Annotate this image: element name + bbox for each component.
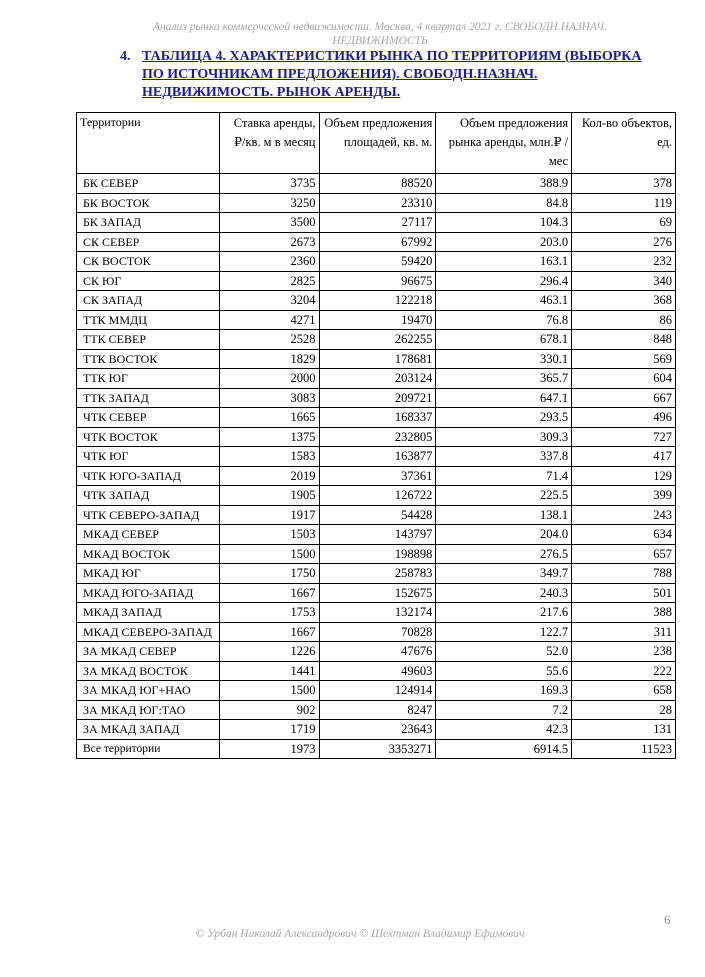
table-row [77,544,676,564]
cell-rate: 1665 [219,408,319,428]
cell-market-volume: 204.0 [436,525,572,545]
cell-territory: ЧТК ЮГ [77,447,220,467]
running-header-line-2: НЕДВИЖИМОСТЬ [332,35,428,47]
table-row [77,642,676,662]
cell-market-volume: 365.7 [436,369,572,389]
cell-objects-count: 131 [572,720,676,740]
total-area: 3353271 [319,739,436,759]
cell-area: 198898 [319,544,436,564]
cell-territory: ЧТК ЗАПАД [77,486,220,506]
cell-area: 19470 [319,310,436,330]
cell-territory: СК ВОСТОК [77,252,220,272]
table-row [77,505,676,525]
cell-area: 59420 [319,252,436,272]
table-row [77,310,676,330]
total-market-volume: 6914.5 [436,739,572,759]
cell-rate: 1719 [219,720,319,740]
cell-objects-count: 276 [572,232,676,252]
cell-market-volume: 276.5 [436,544,572,564]
cell-territory: БК ВОСТОК [77,193,220,213]
cell-territory: МКАД ЮГО-ЗАПАД [77,583,220,603]
column-header-area: Объем предложения площадей, кв. м. [319,113,436,174]
cell-objects-count: 340 [572,271,676,291]
cell-area: 258783 [319,564,436,584]
table-row [77,447,676,467]
cell-area: 209721 [319,388,436,408]
cell-territory: ЗА МКАД ЮГ+НАО [77,681,220,701]
cell-area: 23643 [319,720,436,740]
cell-area: 54428 [319,505,436,525]
cell-territory: ТТК СЕВЕР [77,330,220,350]
cell-territory: МКАД СЕВЕР [77,525,220,545]
cell-objects-count: 238 [572,642,676,662]
cell-territory: ЗА МКАД ЮГ:ТАО [77,700,220,720]
cell-rate: 1226 [219,642,319,662]
total-rate: 1973 [219,739,319,759]
cell-area: 70828 [319,622,436,642]
cell-objects-count: 658 [572,681,676,701]
cell-area: 8247 [319,700,436,720]
cell-rate: 1667 [219,583,319,603]
cell-rate: 1500 [219,681,319,701]
cell-market-volume: 203.0 [436,232,572,252]
cell-rate: 3500 [219,213,319,233]
cell-market-volume: 647.1 [436,388,572,408]
column-header-objects-count: Кол-во объектов, ед. [572,113,676,174]
cell-rate: 2825 [219,271,319,291]
page-number: 6 [664,912,671,927]
cell-territory: ЧТК СЕВЕР [77,408,220,428]
cell-area: 27117 [319,213,436,233]
cell-territory: БК ЗАПАД [77,213,220,233]
cell-area: 232805 [319,427,436,447]
table-row [77,193,676,213]
cell-market-volume: 678.1 [436,330,572,350]
table-body [77,174,676,740]
cell-rate: 2360 [219,252,319,272]
cell-objects-count: 501 [572,583,676,603]
table-row [77,330,676,350]
cell-objects-count: 657 [572,544,676,564]
cell-rate: 2673 [219,232,319,252]
table-row [77,622,676,642]
column-header-territory: Территории [77,113,220,174]
cell-market-volume: 163.1 [436,252,572,272]
market-table [76,112,676,759]
cell-rate: 1375 [219,427,319,447]
cell-market-volume: 463.1 [436,291,572,311]
table-row [77,466,676,486]
table-row [77,603,676,623]
cell-area: 67992 [319,232,436,252]
cell-market-volume: 52.0 [436,642,572,662]
cell-rate: 3204 [219,291,319,311]
table-row [77,525,676,545]
cell-rate: 4271 [219,310,319,330]
cell-territory: ЗА МКАД СЕВЕР [77,642,220,662]
cell-objects-count: 232 [572,252,676,272]
cell-objects-count: 311 [572,622,676,642]
cell-market-volume: 337.8 [436,447,572,467]
table-row [77,661,676,681]
cell-market-volume: 349.7 [436,564,572,584]
cell-rate: 1753 [219,603,319,623]
section-title-link[interactable]: ТАБЛИЦА 4. ХАРАКТЕРИСТИКИ РЫНКА ПО ТЕРРИТОРИЯМ (ВЫБОРКА ПО ИСТОЧНИКАМ ПРЕДЛОЖЕНИЯ). СВОБОДН.НАЗНАЧ. НЕДВИЖИМОСТЬ. РЫНОК АРЕНДЫ. [142,49,642,100]
table-row [77,486,676,506]
table-row [77,252,676,272]
cell-market-volume: 84.8 [436,193,572,213]
cell-objects-count: 604 [572,369,676,389]
cell-territory: МКАД СЕВЕРО-ЗАПАД [77,622,220,642]
cell-market-volume: 169.3 [436,681,572,701]
cell-territory: СК ЗАПАД [77,291,220,311]
cell-area: 178681 [319,349,436,369]
cell-rate: 3083 [219,388,319,408]
cell-market-volume: 293.5 [436,408,572,428]
cell-market-volume: 55.6 [436,661,572,681]
running-header-line-1: Анализ рынка коммерческой недвижимости. Москва, 4 квартал 2021 г. СВОБОДН.НАЗНАЧ. [153,21,607,33]
table-row [77,427,676,447]
cell-objects-count: 378 [572,174,676,194]
section-heading[interactable] [120,48,665,102]
cell-area: 143797 [319,525,436,545]
cell-territory: БК СЕВЕР [77,174,220,194]
column-header-market-volume: Объем предложения рынка аренды, млн.₽ /мес [436,113,572,174]
table-row [77,700,676,720]
table-row [77,291,676,311]
cell-territory: МКАД ЮГ [77,564,220,584]
cell-rate: 1667 [219,622,319,642]
table-row [77,408,676,428]
cell-territory: ТТК ЮГ [77,369,220,389]
cell-territory: ЗА МКАД ЗАПАД [77,720,220,740]
cell-objects-count: 69 [572,213,676,233]
cell-market-volume: 330.1 [436,349,572,369]
table-row [77,388,676,408]
cell-market-volume: 7.2 [436,700,572,720]
cell-objects-count: 243 [572,505,676,525]
cell-objects-count: 667 [572,388,676,408]
cell-area: 96675 [319,271,436,291]
cell-area: 23310 [319,193,436,213]
cell-area: 49603 [319,661,436,681]
cell-objects-count: 569 [572,349,676,369]
cell-area: 163877 [319,447,436,467]
cell-objects-count: 417 [572,447,676,467]
cell-objects-count: 634 [572,525,676,545]
cell-rate: 1503 [219,525,319,545]
cell-rate: 1917 [219,505,319,525]
cell-objects-count: 119 [572,193,676,213]
cell-area: 88520 [319,174,436,194]
cell-area: 122218 [319,291,436,311]
cell-market-volume: 217.6 [436,603,572,623]
table-row [77,583,676,603]
cell-objects-count: 399 [572,486,676,506]
table-row [77,720,676,740]
cell-market-volume: 138.1 [436,505,572,525]
cell-market-volume: 104.3 [436,213,572,233]
cell-market-volume: 122.7 [436,622,572,642]
cell-rate: 3250 [219,193,319,213]
cell-objects-count: 86 [572,310,676,330]
cell-objects-count: 368 [572,291,676,311]
cell-territory: ЧТК СЕВЕРО-ЗАПАД [77,505,220,525]
column-header-rate: Ставка аренды, ₽/кв. м в месяц [219,113,319,174]
total-territory: Все территории [77,739,220,759]
cell-rate: 2000 [219,369,319,389]
cell-objects-count: 496 [572,408,676,428]
cell-market-volume: 296.4 [436,271,572,291]
cell-rate: 2019 [219,466,319,486]
cell-territory: ТТК ЗАПАД [77,388,220,408]
table-row [77,232,676,252]
cell-market-volume: 388.9 [436,174,572,194]
cell-market-volume: 225.5 [436,486,572,506]
cell-rate: 902 [219,700,319,720]
cell-area: 47676 [319,642,436,662]
table-row [77,271,676,291]
cell-rate: 1583 [219,447,319,467]
running-header [100,20,660,48]
section-number: 4. [120,49,131,64]
table-row [77,349,676,369]
table-row [77,369,676,389]
footer-copyright: © Урбан Николай Александрович © Шехтман Владимир Ефимович [195,928,525,940]
cell-area: 124914 [319,681,436,701]
cell-rate: 3735 [219,174,319,194]
cell-area: 37361 [319,466,436,486]
cell-market-volume: 76.8 [436,310,572,330]
cell-area: 203124 [319,369,436,389]
cell-objects-count: 222 [572,661,676,681]
cell-rate: 1500 [219,544,319,564]
cell-territory: СК СЕВЕР [77,232,220,252]
table-header-row [77,113,676,174]
cell-market-volume: 309.3 [436,427,572,447]
cell-objects-count: 848 [572,330,676,350]
cell-area: 262255 [319,330,436,350]
table-row [77,564,676,584]
cell-rate: 2528 [219,330,319,350]
cell-rate: 1829 [219,349,319,369]
cell-market-volume: 71.4 [436,466,572,486]
table-row [77,174,676,194]
table-total-row [77,739,676,759]
cell-territory: МКАД ЗАПАД [77,603,220,623]
cell-market-volume: 240.3 [436,583,572,603]
table-row [77,213,676,233]
cell-rate: 1750 [219,564,319,584]
cell-territory: МКАД ВОСТОК [77,544,220,564]
cell-objects-count: 727 [572,427,676,447]
cell-market-volume: 42.3 [436,720,572,740]
cell-territory: ТТК ММДЦ [77,310,220,330]
cell-objects-count: 388 [572,603,676,623]
cell-area: 168337 [319,408,436,428]
table-row [77,681,676,701]
cell-territory: СК ЮГ [77,271,220,291]
cell-territory: ЗА МКАД ВОСТОК [77,661,220,681]
cell-area: 126722 [319,486,436,506]
cell-area: 152675 [319,583,436,603]
cell-territory: ТТК ВОСТОК [77,349,220,369]
cell-area: 132174 [319,603,436,623]
cell-objects-count: 788 [572,564,676,584]
cell-objects-count: 28 [572,700,676,720]
cell-rate: 1441 [219,661,319,681]
cell-objects-count: 129 [572,466,676,486]
total-objects-count: 11523 [572,739,676,759]
cell-rate: 1905 [219,486,319,506]
cell-territory: ЧТК ВОСТОК [77,427,220,447]
cell-territory: ЧТК ЮГО-ЗАПАД [77,466,220,486]
